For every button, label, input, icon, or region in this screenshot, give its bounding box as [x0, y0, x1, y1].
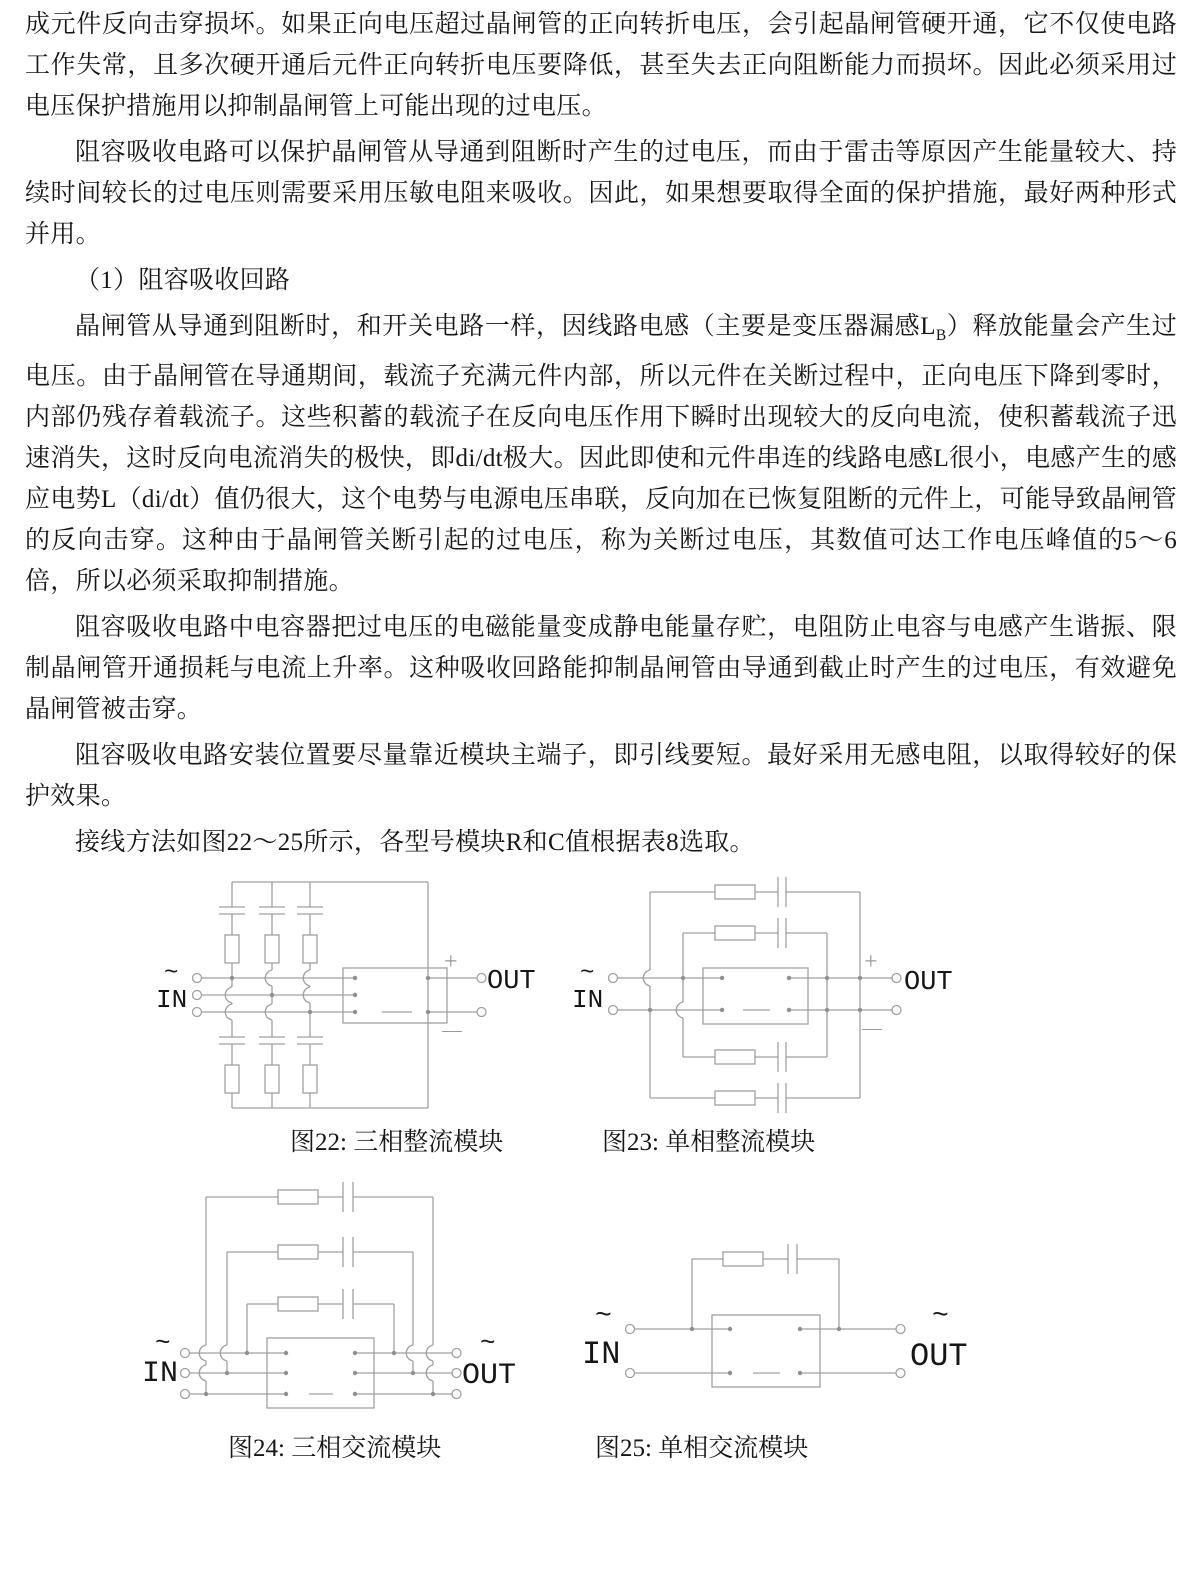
- tilde-icon: ~: [932, 1301, 949, 1332]
- wire: [220, 1252, 227, 1373]
- tilde-icon: ~: [480, 1328, 496, 1358]
- wire: [202, 978, 356, 1012]
- input-terminal: [193, 1008, 202, 1017]
- wire: [426, 1197, 433, 1394]
- fig22-circuit-diagram: [150, 855, 570, 1115]
- output-terminal: [452, 1349, 461, 1358]
- paragraph: 晶闸管从导通到阻断时，和开关电路一样，因线路电感（主要是变压器漏感$L_B$）释放能量会产生过电压。由于晶闸管在导通期间，载流子充满元件内部，所以元件在关断过程中，正向电压下降到零时，内部仍残存着载流子。这些积蓄的载流子在反向电压作用下瞬时出现较大的反向电流，使积蓄载流子迅速消失，这时反向电流消失的极快，即di/dt极大。因此即使和元件串连的线路电感L很小，电感产生的感应电势L（di/dt）值仍很大，这个电势与电源电压串联，反向加在已恢复阻断的元件上，可能导致晶闸管的反向击穿。这种由于晶闸管关断引起的过电压，称为关断过电压，其数值可达工作电压峰值的5～6倍，所以必须采取抑制措施。: [25, 313, 1177, 595]
- figure-25: [560, 1180, 980, 1420]
- resistor: [278, 1245, 318, 1259]
- resistor: [225, 935, 239, 963]
- figure23-caption: 图23: 单相整流模块: [602, 1129, 816, 1156]
- paragraph: （1）阻容吸收回路: [75, 267, 291, 294]
- resistor: [278, 1297, 318, 1311]
- output-terminal: [896, 1369, 905, 1378]
- resistor: [715, 1091, 755, 1105]
- output-terminal: [452, 1369, 461, 1378]
- resistor: [225, 1065, 239, 1093]
- input-terminal: [193, 974, 202, 983]
- resistor: [715, 1050, 755, 1064]
- document-body: [25, 4, 1177, 868]
- minus-label: —: [862, 1017, 882, 1039]
- resistor: [278, 1190, 318, 1204]
- output-terminal: [477, 1008, 486, 1017]
- wire: [692, 1259, 839, 1329]
- input-terminal: [609, 974, 618, 983]
- input-terminal: [626, 1325, 635, 1334]
- output-terminal: [892, 974, 901, 983]
- resistor: [715, 885, 755, 899]
- in-label: IN: [582, 1336, 621, 1373]
- figure22-caption: 图22: 三相整流模块: [290, 1129, 504, 1156]
- output-terminal: [896, 1325, 905, 1334]
- out-label: OUT: [462, 1359, 517, 1393]
- module-box: [703, 968, 808, 1024]
- fig25-circuit-diagram: [560, 1180, 980, 1420]
- figure24-caption: 图24: 三相交流模块: [228, 1435, 442, 1462]
- input-terminal: [626, 1369, 635, 1378]
- wire: [635, 1329, 897, 1373]
- wire: [676, 933, 683, 1057]
- wire: [618, 978, 893, 1010]
- in-label: IN: [156, 985, 188, 1015]
- figure-23: [560, 855, 980, 1120]
- tilde-icon: ~: [164, 960, 179, 987]
- fig23-circuit-diagram: [560, 855, 980, 1120]
- rc-branch: [227, 1237, 413, 1267]
- input-terminal: [181, 1349, 190, 1358]
- tilde-icon: ~: [155, 1328, 171, 1358]
- resistor: [715, 926, 755, 940]
- rc-branch: [206, 1182, 433, 1212]
- plus-label: +: [444, 949, 458, 975]
- module-box: [712, 1315, 820, 1387]
- tilde-icon: ~: [580, 960, 595, 987]
- input-terminal: [181, 1390, 190, 1399]
- paragraph: 接线方法如图22～25所示，各型号模块R和C值根据表8选取。: [75, 829, 755, 856]
- input-terminal: [193, 991, 202, 1000]
- resistor: [265, 935, 279, 963]
- paragraph: 阻容吸收电路安装位置要尽量靠近模块主端子，即引线要短。最好采用无感电阻，以取得较好的保护效果。: [25, 742, 1177, 810]
- wire: [199, 1197, 206, 1394]
- paragraph: 阻容吸收电路可以保护晶闸管从导通到阻断时产生的过电压，而由于雷击等原因产生能量较大、持续时间较长的过电压则需要采用压敏电阻来吸收。因此，如果想要取得全面的保护措施，最好两种形式并用。: [25, 139, 1177, 248]
- in-label: IN: [142, 1357, 179, 1391]
- paragraph: 阻容吸收电路中电容器把过电压的电磁能量变成静电能量存贮，电阻防止电容与电感产生谐振、限制晶闸管开通损耗与电流上升率。这种吸收回路能抑制晶闸管由导通到截止时产生的过电压，有效避免晶闸管被击穿。: [25, 614, 1177, 723]
- out-label: OUT: [910, 1338, 968, 1375]
- rc-branch: [247, 1289, 394, 1319]
- resistor: [303, 935, 317, 963]
- resistor: [723, 1252, 763, 1266]
- resistor: [303, 1065, 317, 1093]
- wire: [643, 892, 650, 1098]
- plus-label: +: [864, 949, 878, 975]
- minus-label: —: [442, 1019, 462, 1041]
- resistor: [265, 1065, 279, 1093]
- in-label: IN: [572, 985, 604, 1015]
- figure-24: [130, 1180, 550, 1425]
- out-label: OUT: [487, 967, 536, 997]
- fig24-circuit-diagram: [130, 1180, 550, 1425]
- output-terminal: [452, 1390, 461, 1399]
- module-box: [343, 968, 447, 1023]
- paragraph: 成元件反向击穿损坏。如果正向电压超过晶闸管的正向转折电压，会引起晶闸管硬开通，它不仅使电路工作失常，且多次硬开通后元件正向转折电压要降低，甚至失去正向阻断能力而损坏。因此必须采用过电压保护措施用以抑制晶闸管上可能出现的过电压。: [25, 11, 1177, 120]
- figure25-caption: 图25: 单相交流模块: [595, 1435, 809, 1462]
- junction-dots: [648, 976, 862, 1012]
- wire: [428, 978, 477, 1012]
- wire: [406, 1252, 413, 1373]
- out-label: OUT: [904, 968, 953, 998]
- rc-branch: [692, 1244, 839, 1274]
- tilde-icon: ~: [595, 1301, 612, 1332]
- output-terminal: [892, 1006, 901, 1015]
- input-terminal: [609, 1006, 618, 1015]
- figure-22: [150, 855, 570, 1115]
- wire: [827, 892, 860, 1098]
- output-terminal: [477, 974, 486, 983]
- input-terminal: [181, 1369, 190, 1378]
